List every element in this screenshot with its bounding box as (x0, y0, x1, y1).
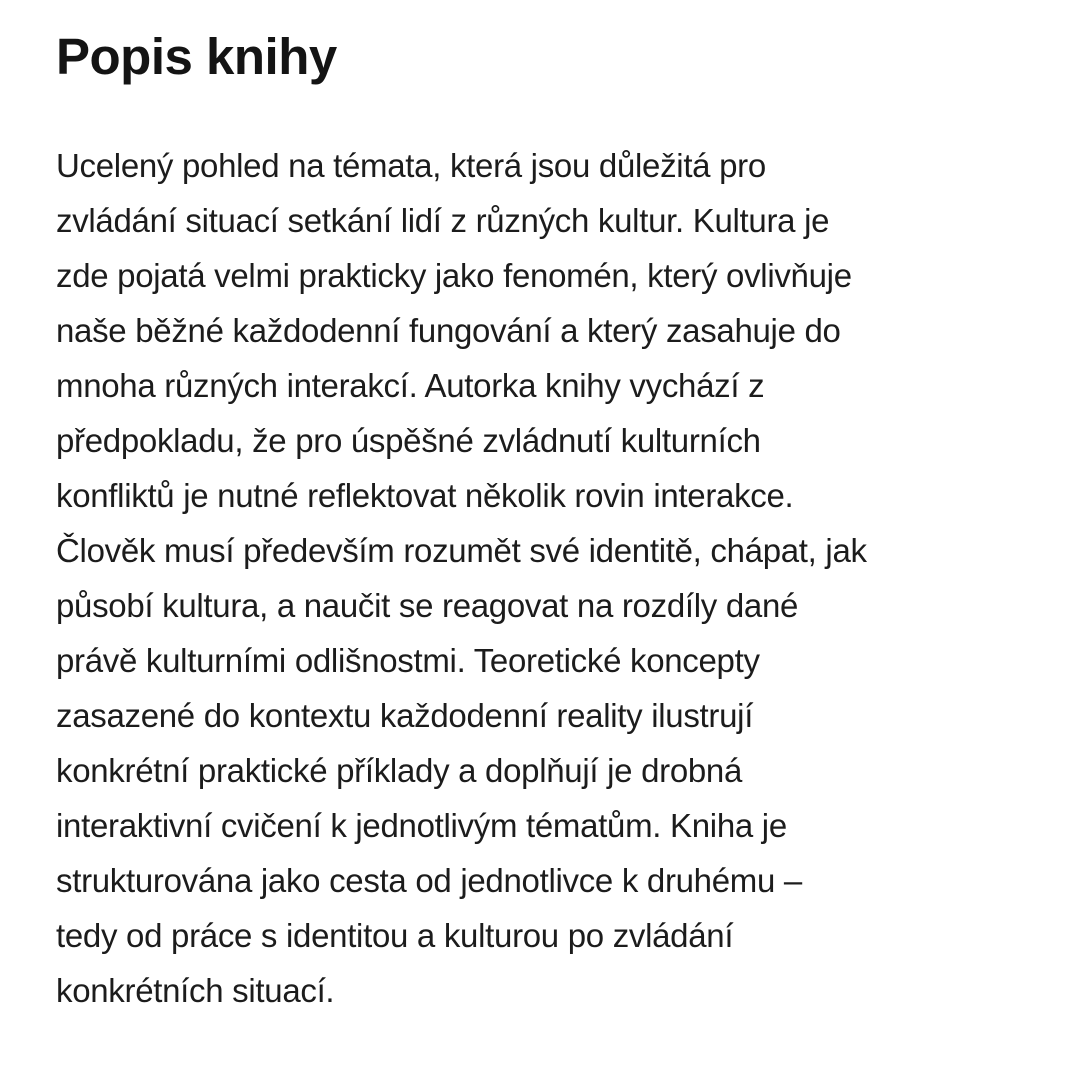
description-line: předpokladu, že pro úspěšné zvládnutí kulturních (56, 422, 761, 459)
description-line: zvládání situací setkání lidí z různých kultur. Kultura je (56, 202, 830, 239)
description-line: konkrétní praktické příklady a doplňují je drobná (56, 752, 743, 789)
description-line: Ucelený pohled na témata, která jsou důležitá pro (56, 147, 766, 184)
description-line: zasazené do kontextu každodenní reality ilustrují (56, 697, 754, 734)
book-description-text (56, 138, 867, 1018)
description-line: konkrétních situací. (56, 972, 335, 1009)
description-line: Člověk musí především rozumět své identitě, chápat, jak (56, 532, 867, 569)
description-line: mnoha různých interakcí. Autorka knihy vychází z (56, 367, 765, 404)
description-line: tedy od práce s identitou a kulturou po zvládání (56, 917, 734, 954)
description-line: interaktivní cvičení k jednotlivým tématům. Kniha je (56, 807, 787, 844)
description-line: právě kulturními odlišnostmi. Teoretické koncepty (56, 642, 760, 679)
description-line: působí kultura, a naučit se reagovat na rozdíly dané (56, 587, 799, 624)
description-line: konfliktů je nutné reflektovat několik rovin interakce. (56, 477, 794, 514)
section-title: Popis knihy (56, 28, 337, 85)
description-line: naše běžné každodenní fungování a který zasahuje do (56, 312, 841, 349)
description-line: zde pojatá velmi prakticky jako fenomén, který ovlivňuje (56, 257, 852, 294)
description-line: strukturována jako cesta od jednotlivce k druhému – (56, 862, 802, 899)
